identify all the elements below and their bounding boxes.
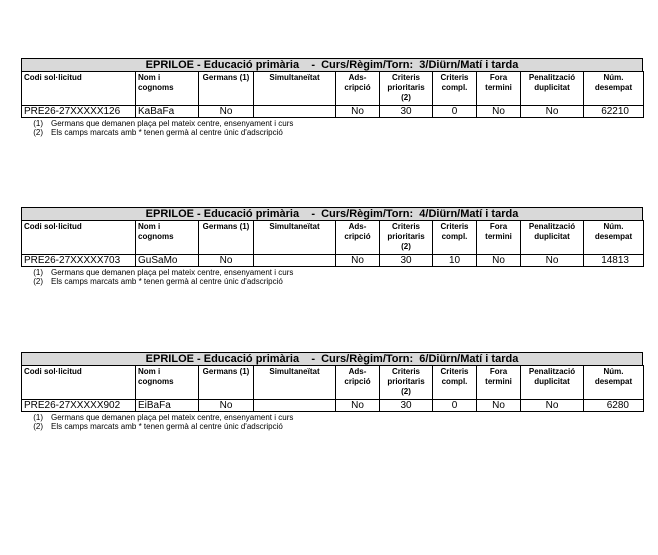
header-germans: Germans (1) xyxy=(199,221,254,255)
cell-simultaneitat xyxy=(254,255,336,267)
assignment-block xyxy=(21,352,643,431)
cell-fora-termini: No xyxy=(477,400,521,412)
cell-codi: PRE26-27XXXXX902 xyxy=(22,400,136,412)
footnote xyxy=(21,119,643,128)
cell-num-desempat: 14813 xyxy=(584,255,644,267)
header-num-desempat: Núm. desempat xyxy=(584,366,644,400)
header-adscripcio: Ads-cripció xyxy=(336,72,380,106)
cell-penalitzacio: No xyxy=(521,255,584,267)
cell-criteris-compl: 10 xyxy=(433,255,477,267)
cell-penalitzacio: No xyxy=(521,106,584,118)
footnote-number: (1) xyxy=(33,268,43,277)
header-criteris-compl: Criteris compl. xyxy=(433,72,477,106)
footnotes xyxy=(21,413,643,431)
header-fora-termini: Fora termini xyxy=(477,366,521,400)
header-fora-termini: Fora termini xyxy=(477,221,521,255)
header-noms: Nom i cognoms xyxy=(136,72,199,106)
footnote-number: (2) xyxy=(33,128,43,137)
cell-num-desempat: 62210 xyxy=(584,106,644,118)
header-germans: Germans (1) xyxy=(199,72,254,106)
cell-simultaneitat xyxy=(254,106,336,118)
block-title: EPRILOE - Educació primària - Curs/Règim/Torn: 3/Diürn/Matí i tarda xyxy=(21,58,643,72)
header-criteris-prioritaris: Criteris prioritaris (2) xyxy=(380,72,433,106)
cell-germans: No xyxy=(199,106,254,118)
footnote-number: (2) xyxy=(33,277,43,286)
block-title: EPRILOE - Educació primària - Curs/Règim/Torn: 4/Diürn/Matí i tarda xyxy=(21,207,643,221)
footnote xyxy=(21,268,643,277)
table-header-row xyxy=(22,72,644,106)
assignment-block xyxy=(21,207,643,286)
header-codi: Codi sol·licitud xyxy=(22,72,136,106)
cell-criteris-prioritaris: 30 xyxy=(380,255,433,267)
header-simultaneitat: Simultaneïtat xyxy=(254,221,336,255)
header-adscripcio: Ads-cripció xyxy=(336,221,380,255)
table-header-row xyxy=(22,366,644,400)
header-germans: Germans (1) xyxy=(199,366,254,400)
header-penalitzacio: Penalització duplicitat xyxy=(521,72,584,106)
header-noms: Nom i cognoms xyxy=(136,221,199,255)
header-simultaneitat: Simultaneïtat xyxy=(254,366,336,400)
header-codi: Codi sol·licitud xyxy=(22,221,136,255)
footnotes xyxy=(21,268,643,286)
footnote xyxy=(21,422,643,431)
footnote xyxy=(21,277,643,286)
header-criteris-prioritaris: Criteris prioritaris (2) xyxy=(380,221,433,255)
footnote-text: Els camps marcats amb * tenen germà al centre únic d'adscripció xyxy=(51,128,283,137)
cell-criteris-compl: 0 xyxy=(433,400,477,412)
cell-noms: GuSaMo xyxy=(136,255,199,267)
table-header-row xyxy=(22,221,644,255)
cell-fora-termini: No xyxy=(477,106,521,118)
request-table xyxy=(21,220,644,267)
footnote-text: Germans que demanen plaça pel mateix centre, ensenyament i curs xyxy=(51,413,294,422)
header-num-desempat: Núm. desempat xyxy=(584,72,644,106)
cell-criteris-prioritaris: 30 xyxy=(380,400,433,412)
footnote-number: (1) xyxy=(33,119,43,128)
header-codi: Codi sol·licitud xyxy=(22,366,136,400)
cell-germans: No xyxy=(199,400,254,412)
footnote xyxy=(21,413,643,422)
footnote-text: Els camps marcats amb * tenen germà al centre únic d'adscripció xyxy=(51,277,283,286)
table-row xyxy=(22,400,644,412)
block-title: EPRILOE - Educació primària - Curs/Règim/Torn: 6/Diürn/Matí i tarda xyxy=(21,352,643,366)
footnote-text: Germans que demanen plaça pel mateix centre, ensenyament i curs xyxy=(51,268,294,277)
header-penalitzacio: Penalització duplicitat xyxy=(521,221,584,255)
cell-num-desempat: 6280 xyxy=(584,400,644,412)
cell-criteris-compl: 0 xyxy=(433,106,477,118)
header-num-desempat: Núm. desempat xyxy=(584,221,644,255)
cell-noms: KaBaFa xyxy=(136,106,199,118)
cell-simultaneitat xyxy=(254,400,336,412)
header-penalitzacio: Penalització duplicitat xyxy=(521,366,584,400)
table-row xyxy=(22,106,644,118)
cell-criteris-prioritaris: 30 xyxy=(380,106,433,118)
cell-adscripcio: No xyxy=(336,255,380,267)
cell-penalitzacio: No xyxy=(521,400,584,412)
footnote-text: Els camps marcats amb * tenen germà al centre únic d'adscripció xyxy=(51,422,283,431)
assignment-block xyxy=(21,58,643,137)
footnote xyxy=(21,128,643,137)
cell-codi: PRE26-27XXXXX703 xyxy=(22,255,136,267)
header-criteris-compl: Criteris compl. xyxy=(433,221,477,255)
footnote-text: Germans que demanen plaça pel mateix centre, ensenyament i curs xyxy=(51,119,294,128)
cell-noms: EiBaFa xyxy=(136,400,199,412)
cell-adscripcio: No xyxy=(336,400,380,412)
request-table xyxy=(21,71,644,118)
header-adscripcio: Ads-cripció xyxy=(336,366,380,400)
header-simultaneitat: Simultaneïtat xyxy=(254,72,336,106)
header-fora-termini: Fora termini xyxy=(477,72,521,106)
footnotes xyxy=(21,119,643,137)
footnote-number: (2) xyxy=(33,422,43,431)
cell-codi: PRE26-27XXXXX126 xyxy=(22,106,136,118)
cell-fora-termini: No xyxy=(477,255,521,267)
cell-adscripcio: No xyxy=(336,106,380,118)
cell-germans: No xyxy=(199,255,254,267)
table-row xyxy=(22,255,644,267)
header-criteris-prioritaris: Criteris prioritaris (2) xyxy=(380,366,433,400)
footnote-number: (1) xyxy=(33,413,43,422)
header-noms: Nom i cognoms xyxy=(136,366,199,400)
header-criteris-compl: Criteris compl. xyxy=(433,366,477,400)
request-table xyxy=(21,365,644,412)
